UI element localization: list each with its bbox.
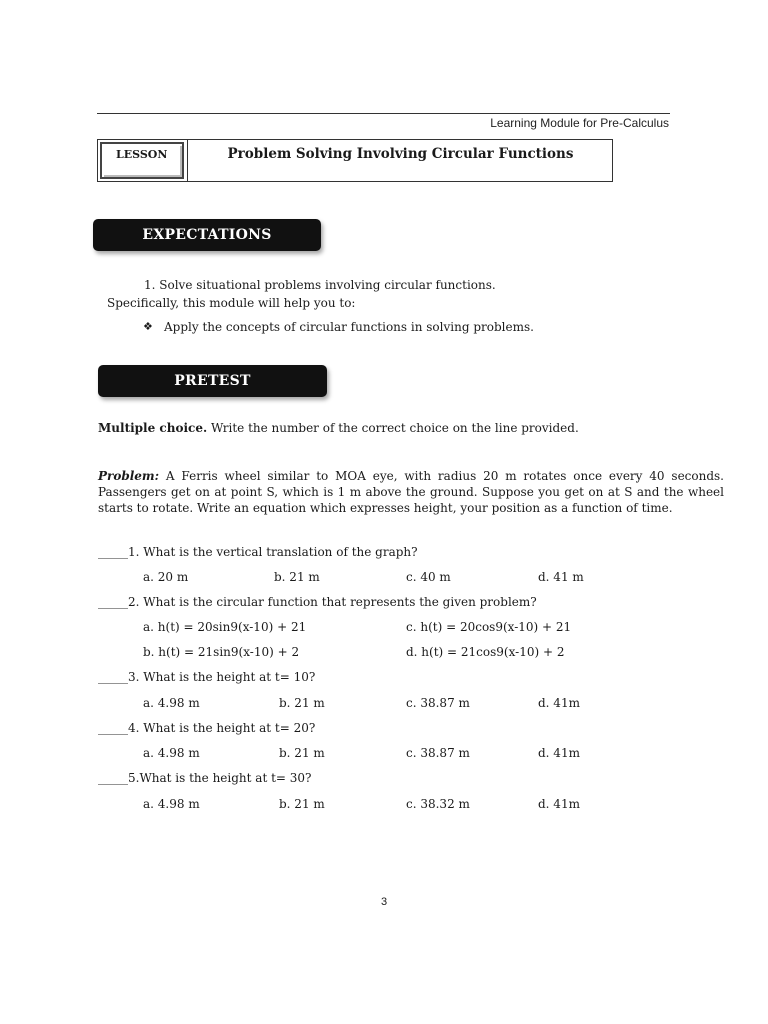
q3-choice-b: b. 21 m <box>279 696 325 710</box>
multiple-choice-instruction <box>98 420 579 436</box>
q4-choice-c: c. 38.87 m <box>406 746 470 760</box>
lesson-title: Problem Solving Involving Circular Functions <box>227 146 574 162</box>
q5-choice-b: b. 21 m <box>279 797 325 811</box>
q4-choice-d: d. 41m <box>538 746 580 760</box>
question-1: _____1. What is the vertical translation of the graph? <box>98 545 418 559</box>
q3-choice-d: d. 41m <box>538 696 580 710</box>
expectation-bullet-1: Apply the concepts of circular functions in solving problems. <box>164 320 534 334</box>
question-3: _____3. What is the height at t= 10? <box>98 670 316 684</box>
q2-choice-c: c. h(t) = 20cos9(x-10) + 21 <box>406 620 572 634</box>
header-rule <box>97 113 670 114</box>
problem-text: A Ferris wheel similar to MOA eye, with radius 20 m rotates once every 40 seconds. Passengers get on at point S, which is 1 m above the ground. Suppose you get on at S and the wheel starts to rotate. Write an equation which expresses height, your position as a function of time. <box>98 469 724 515</box>
page-number: 3 <box>380 896 388 908</box>
q1-choice-d: d. 41 m <box>538 570 584 584</box>
question-4: _____4. What is the height at t= 20? <box>98 721 316 735</box>
q4-choice-b: b. 21 m <box>279 746 325 760</box>
q3-choice-c: c. 38.87 m <box>406 696 470 710</box>
question-5: _____5.What is the height at t= 30? <box>98 771 312 785</box>
diamond-bullet-icon: ❖ <box>143 320 153 333</box>
specifically-text: Specifically, this module will help you to: <box>107 296 356 310</box>
q2-choice-d: d. h(t) = 21cos9(x-10) + 2 <box>406 645 565 659</box>
q5-choice-c: c. 38.32 m <box>406 797 470 811</box>
problem-label: Problem: <box>98 469 160 483</box>
q1-choice-b: b. 21 m <box>274 570 320 584</box>
q4-choice-a: a. 4.98 m <box>143 746 200 760</box>
expectation-item-1: 1. Solve situational problems involving circular functions. <box>144 278 496 292</box>
problem-statement <box>98 468 724 516</box>
expectations-heading: EXPECTATIONS <box>93 219 321 251</box>
q5-choice-d: d. 41m <box>538 797 580 811</box>
q5-choice-a: a. 4.98 m <box>143 797 200 811</box>
lesson-tag: LESSON <box>100 142 184 179</box>
q1-choice-c: c. 40 m <box>406 570 451 584</box>
question-2: _____2. What is the circular function that represents the given problem? <box>98 595 537 609</box>
mc-instruction: Write the number of the correct choice on the line provided. <box>207 421 579 435</box>
module-title: Learning Module for Pre-Calculus <box>490 116 669 130</box>
q2-choice-a: a. h(t) = 20sin9(x-10) + 21 <box>143 620 307 634</box>
pretest-heading: PRETEST <box>98 365 327 397</box>
q2-choice-b: b. h(t) = 21sin9(x-10) + 2 <box>143 645 300 659</box>
mc-label: Multiple choice. <box>98 421 208 435</box>
q3-choice-a: a. 4.98 m <box>143 696 200 710</box>
q1-choice-a: a. 20 m <box>143 570 189 584</box>
